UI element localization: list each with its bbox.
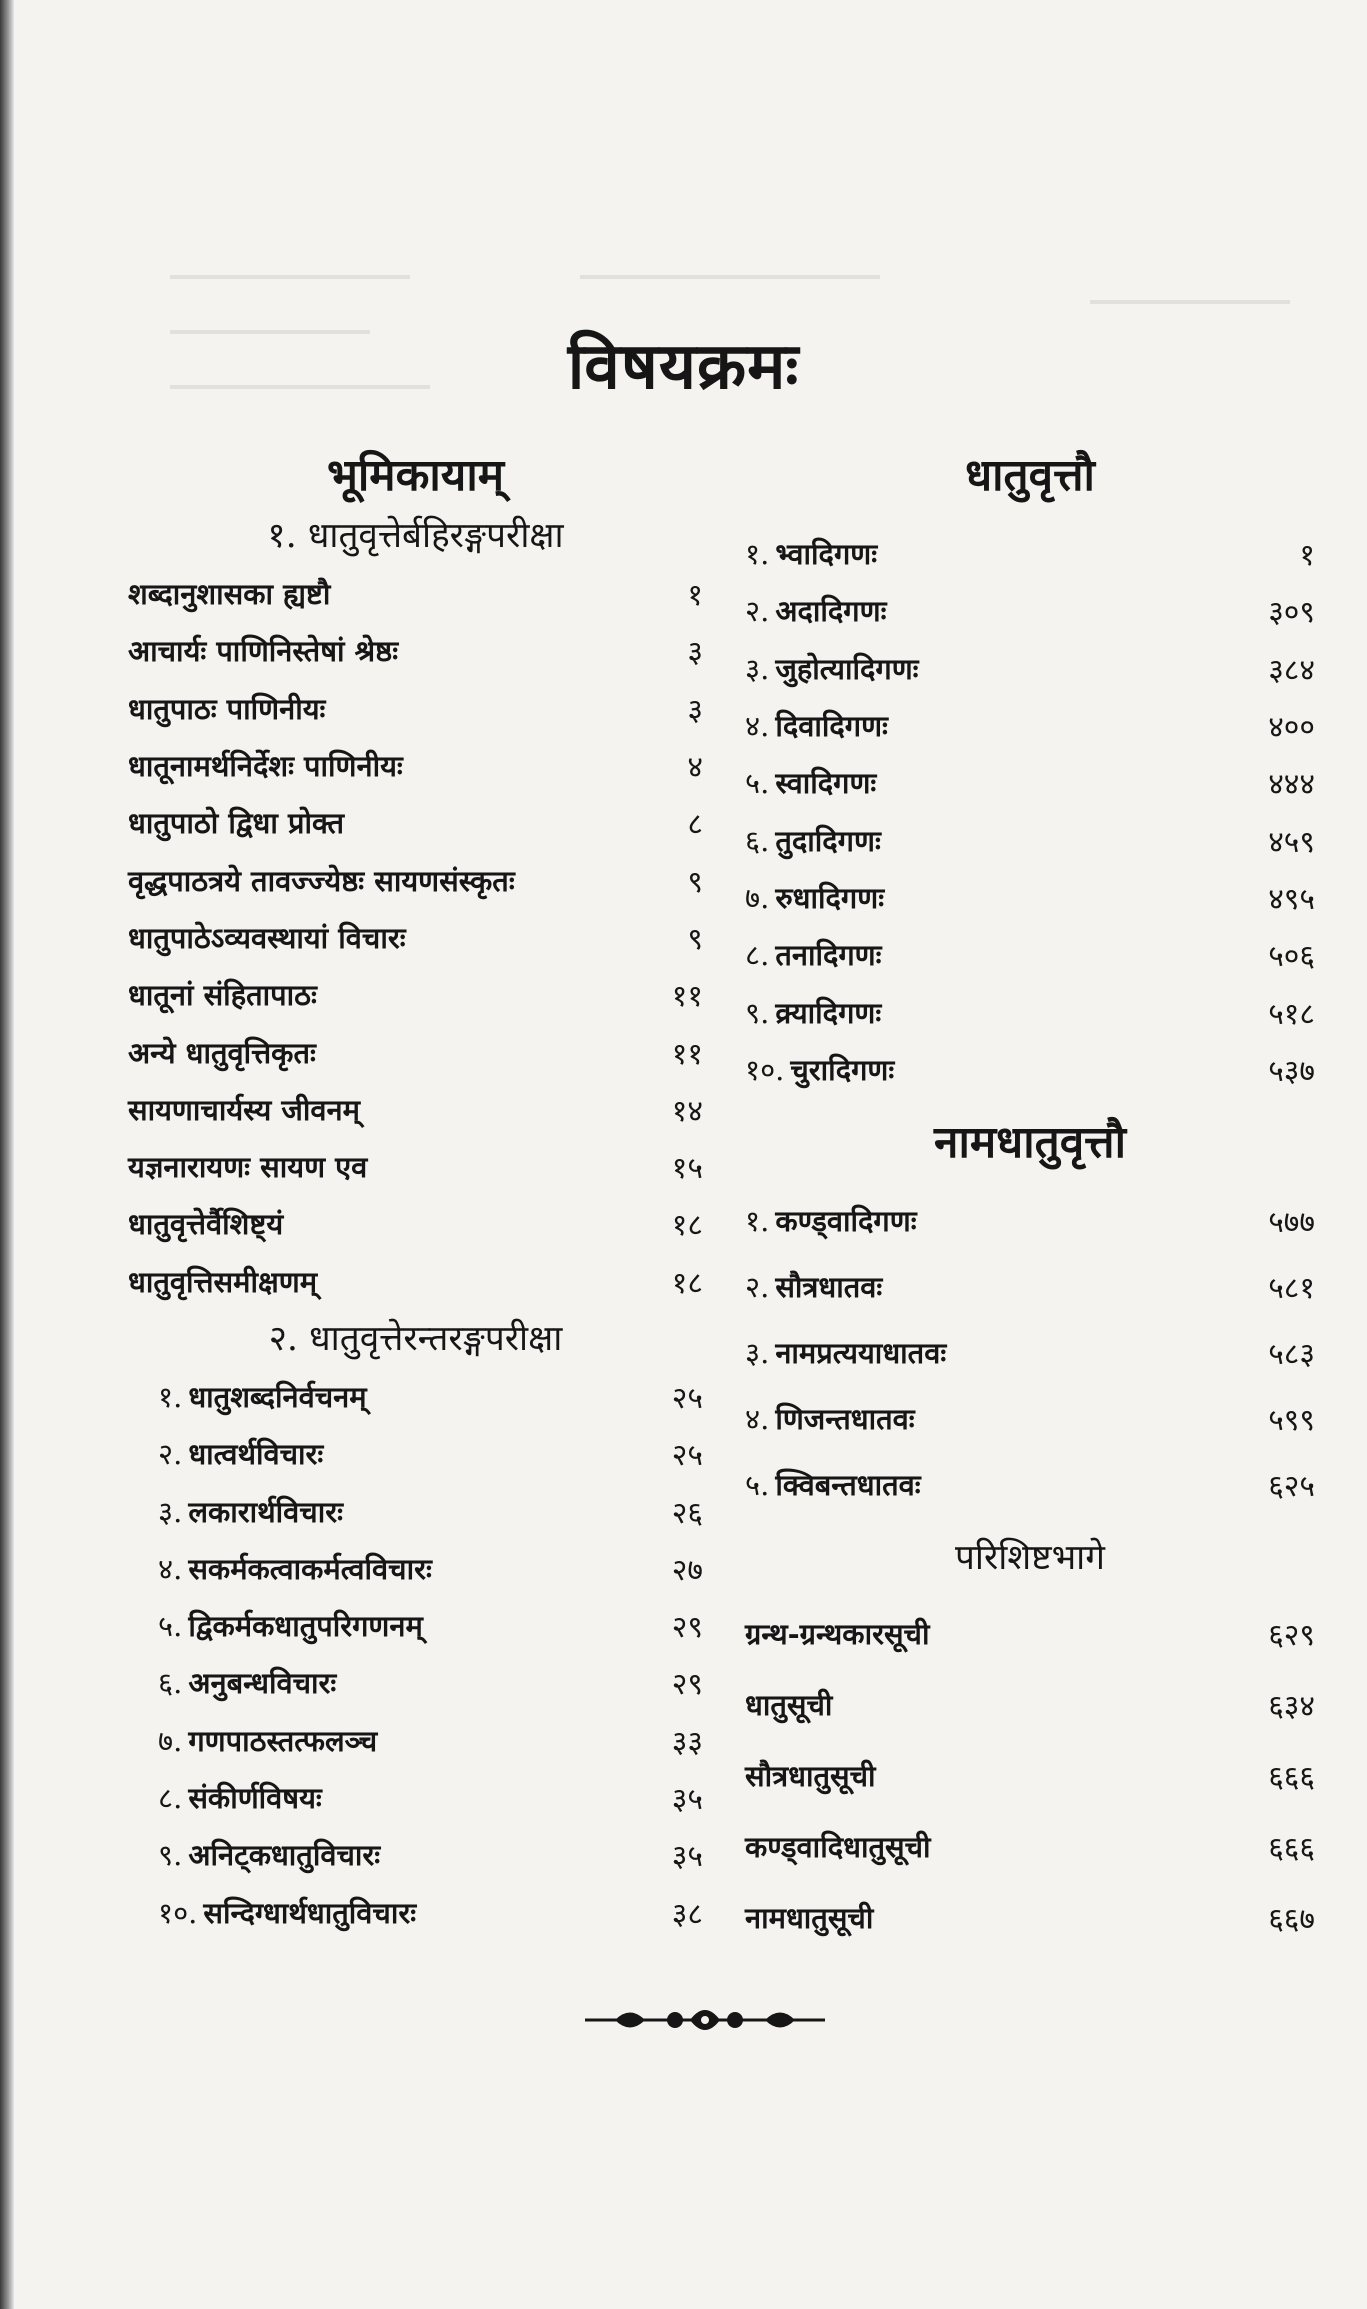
- toc-number: ६.: [158, 1666, 183, 1701]
- toc-page: ३: [687, 692, 703, 728]
- toc-number: ३.: [745, 1336, 770, 1371]
- toc-number: ९.: [158, 1838, 183, 1873]
- toc-label: लकारार्थविचारः: [188, 1494, 343, 1529]
- toc-row[interactable]: [128, 851, 703, 908]
- toc-label: धात्वर्थविचारः: [188, 1437, 324, 1472]
- toc-label: सौत्रधातुसूची: [745, 1758, 876, 1793]
- toc-page: ३८: [671, 1896, 703, 1932]
- toc-page: ६३४: [1268, 1688, 1315, 1724]
- toc-number: ६.: [745, 823, 770, 858]
- toc-label: धातुवृत्तिसमीक्षणम्: [128, 1264, 318, 1299]
- toc-number: ३.: [745, 651, 770, 686]
- toc-row[interactable]: [745, 1452, 1315, 1518]
- toc-label: द्विकर्मकधातुपरिगणनम्: [188, 1609, 423, 1644]
- toc-number: ७.: [158, 1723, 183, 1758]
- toc-page: ५७७: [1268, 1205, 1315, 1241]
- toc-row[interactable]: [745, 640, 1315, 697]
- toc-page: ६६६: [1268, 1830, 1315, 1866]
- toc-number: ९.: [745, 995, 770, 1030]
- toc-row[interactable]: [128, 1023, 703, 1080]
- toc-page: ९: [687, 921, 703, 957]
- toc-number: ५.: [745, 766, 770, 801]
- toc-row[interactable]: [128, 1253, 703, 1310]
- toc-label: धातुपाठो द्विधा प्रोक्त: [128, 806, 345, 841]
- toc-row[interactable]: [128, 1540, 703, 1597]
- toc-row[interactable]: [128, 1712, 703, 1769]
- toc-label: जुहोत्यादिगणः: [775, 651, 919, 686]
- toc-row[interactable]: [745, 811, 1315, 868]
- toc-number: २.: [158, 1437, 183, 1472]
- toc-page: ३५: [671, 1782, 703, 1818]
- toc-row[interactable]: [745, 754, 1315, 811]
- toc-page: १४: [671, 1093, 703, 1129]
- toc-label: संकीर्णविषयः: [188, 1781, 322, 1816]
- toc-page: ५३७: [1268, 1053, 1315, 1089]
- toc-label: अनुबन्धविचारः: [188, 1666, 337, 1701]
- bleed-through-line: [580, 275, 880, 279]
- toc-row[interactable]: [128, 1368, 703, 1425]
- toc-label: कण्ड्वादिगणः: [775, 1204, 917, 1239]
- toc-page: १: [687, 578, 703, 614]
- toc-row[interactable]: [128, 1884, 703, 1941]
- toc-page: ६६७: [1268, 1901, 1315, 1937]
- toc-page: ३८४: [1268, 652, 1315, 688]
- toc-row[interactable]: [745, 1386, 1315, 1452]
- toc-row[interactable]: [745, 1254, 1315, 1320]
- toc-label: स्वादिगणः: [775, 766, 877, 801]
- toc-page: १८: [671, 1265, 703, 1301]
- toc-number: १.: [158, 1380, 183, 1414]
- toc-row[interactable]: [745, 1740, 1315, 1811]
- toc-label: चुरादिगणः: [790, 1052, 895, 1087]
- toc-label: अदादिगणः: [775, 594, 887, 629]
- toc-number: १०.: [158, 1895, 198, 1930]
- toc-label: धातूनामर्थनिर्देशः पाणिनीयः: [128, 749, 403, 784]
- toc-number: १०.: [745, 1052, 785, 1087]
- toc-label: ग्रन्थ-ग्रन्थकारसूची: [745, 1616, 930, 1651]
- bleed-through-line: [1090, 300, 1290, 304]
- toc-number: १.: [745, 1204, 770, 1239]
- toc-row[interactable]: [745, 1598, 1315, 1669]
- toc-label: सकर्मकत्वाकर्मत्वविचारः: [188, 1551, 432, 1586]
- toc-page: ४४४: [1268, 767, 1315, 803]
- bhumika-heading: भूमिकायाम्: [326, 450, 505, 501]
- toc-page: ८: [687, 807, 703, 843]
- toc-row[interactable]: [128, 565, 703, 622]
- toc-page: १: [1299, 538, 1315, 574]
- toc-page: २९: [671, 1667, 703, 1703]
- toc-row[interactable]: [745, 1041, 1315, 1098]
- toc-row[interactable]: [128, 1138, 703, 1195]
- toc-number: २.: [745, 594, 770, 629]
- toc-label: नामधातुसूची: [745, 1900, 874, 1935]
- toc-row[interactable]: [128, 680, 703, 737]
- toc-number: १.: [745, 537, 770, 572]
- toc-label: धातुवृत्तेर्वैशिष्ट्यं: [128, 1207, 284, 1242]
- toc-number: ८.: [745, 938, 770, 973]
- toc-page: ५८१: [1268, 1271, 1315, 1307]
- toc-page: २५: [671, 1438, 703, 1474]
- toc-label: धातुपाठः पाणिनीयः: [128, 691, 326, 726]
- toc-number: ७.: [745, 880, 770, 915]
- toc-page: ४९५: [1268, 881, 1315, 917]
- toc-number: ८.: [158, 1781, 183, 1816]
- naamadhatu-heading: नामधातुवृत्तौ: [934, 1116, 1126, 1168]
- toc-page: ६२५: [1268, 1469, 1315, 1505]
- toc-label: धातूनां संहितापाठः: [128, 978, 317, 1013]
- toc-label: नामप्रत्ययाधातवः: [775, 1336, 947, 1371]
- toc-label: क्विबन्तधातवः: [775, 1468, 921, 1503]
- toc-label: अनिट्कधातुविचारः: [188, 1838, 381, 1873]
- toc-page: ४५९: [1268, 824, 1315, 860]
- toc-label: भ्वादिगणः: [775, 537, 878, 572]
- toc-number: ५.: [745, 1468, 770, 1503]
- toc-row[interactable]: [128, 1081, 703, 1138]
- toc-row[interactable]: [745, 1811, 1315, 1882]
- toc-page: ४००: [1268, 710, 1315, 746]
- toc-label: तुदादिगणः: [775, 823, 881, 858]
- toc-page: ९: [687, 864, 703, 900]
- toc-page: ११: [671, 1036, 703, 1072]
- toc-label: सौत्रधातवः: [775, 1270, 883, 1305]
- toc-row[interactable]: [128, 794, 703, 851]
- toc-row[interactable]: [128, 1826, 703, 1883]
- toc-label: आचार्यः पाणिनिस्तेषां श्रेष्ठः: [128, 634, 399, 669]
- toc-label: अन्ये धातुवृत्तिकृतः: [128, 1035, 316, 1070]
- toc-row[interactable]: [128, 1597, 703, 1654]
- toc-label: शब्दानुशासका ह्यष्टौ: [128, 577, 331, 612]
- toc-row[interactable]: [745, 1320, 1315, 1386]
- toc-page: ३: [687, 635, 703, 671]
- toc-row[interactable]: [745, 525, 1315, 582]
- toc-page: २९: [671, 1610, 703, 1646]
- toc-row[interactable]: [128, 1769, 703, 1826]
- toc-number: २.: [745, 1270, 770, 1305]
- toc-row[interactable]: [128, 1425, 703, 1482]
- toc-page: ३३: [671, 1724, 703, 1760]
- toc-page: ६६६: [1268, 1759, 1315, 1795]
- toc-row[interactable]: [745, 1188, 1315, 1254]
- toc-number: ४.: [745, 709, 770, 744]
- right-column: [745, 445, 1315, 1953]
- toc-label: रुधादिगणः: [775, 880, 885, 915]
- section2-heading: २. धातुवृत्तेरन्तरङ्गपरीक्षा: [268, 1318, 563, 1359]
- toc-row[interactable]: [128, 909, 703, 966]
- toc-page: ६२९: [1268, 1617, 1315, 1653]
- toc-page: ५०६: [1268, 939, 1315, 975]
- toc-label: यज्ञनारायणः सायण एव: [128, 1150, 368, 1185]
- toc-label: वृद्धपाठत्रये तावज्ज्येष्ठः सायणसंस्कृतः: [128, 863, 515, 898]
- bleed-through-line: [170, 275, 410, 279]
- toc-label: क्र्यादिगणः: [775, 995, 882, 1030]
- toc-page: ५९९: [1268, 1403, 1315, 1439]
- toc-row[interactable]: [745, 1669, 1315, 1740]
- toc-label: धातुशब्दनिर्वचनम्: [188, 1380, 367, 1414]
- toc-page: २६: [671, 1495, 703, 1531]
- toc-label: धातुपाठेऽव्यवस्थायां विचारः: [128, 920, 406, 955]
- toc-number: ४.: [745, 1402, 770, 1437]
- toc-row[interactable]: [745, 926, 1315, 983]
- toc-page: १८: [671, 1208, 703, 1244]
- toc-page: ५१८: [1268, 996, 1315, 1032]
- toc-row[interactable]: [745, 983, 1315, 1040]
- toc-number: ३.: [158, 1494, 183, 1529]
- toc-label: तनादिगणः: [775, 938, 882, 973]
- decorative-ornament-icon: [585, 2000, 825, 2040]
- toc-number: ५.: [158, 1609, 183, 1644]
- toc-number: ४.: [158, 1551, 183, 1586]
- toc-row[interactable]: [128, 622, 703, 679]
- toc-row[interactable]: [745, 1882, 1315, 1953]
- dhatuvritti-heading: धातुवृत्तौ: [965, 450, 1095, 501]
- toc-row[interactable]: [128, 966, 703, 1023]
- toc-label: धातुसूची: [745, 1687, 833, 1722]
- toc-row[interactable]: [128, 1654, 703, 1711]
- page-title: विषयक्रमः: [567, 329, 800, 404]
- toc-page: १५: [671, 1151, 703, 1187]
- toc-page: ५८३: [1268, 1337, 1315, 1373]
- toc-page: २७: [671, 1552, 703, 1588]
- toc-page: ४: [687, 750, 703, 786]
- toc-row[interactable]: [745, 869, 1315, 926]
- toc-page: ३०९: [1268, 595, 1315, 631]
- toc-label: कण्ड्वादिधातुसूची: [745, 1829, 931, 1864]
- toc-row[interactable]: [745, 582, 1315, 639]
- toc-page: ३५: [671, 1839, 703, 1875]
- toc-page: २५: [671, 1381, 703, 1416]
- toc-row[interactable]: [745, 697, 1315, 754]
- toc-label: गणपाठस्तत्फलञ्च: [188, 1723, 378, 1758]
- toc-row[interactable]: [128, 1482, 703, 1539]
- toc-label: सायणाचार्यस्य जीवनम्: [128, 1092, 360, 1127]
- toc-label: णिजन्तधातवः: [775, 1402, 915, 1437]
- parishishta-heading: परिशिष्टभागे: [955, 1537, 1105, 1578]
- toc-label: दिवादिगणः: [775, 709, 888, 744]
- toc-page: ११: [671, 979, 703, 1015]
- toc-row[interactable]: [128, 1195, 703, 1252]
- toc-label: सन्दिग्धार्थधातुविचारः: [203, 1895, 417, 1930]
- toc-row[interactable]: [128, 737, 703, 794]
- section1-heading: १. धातुवृत्तेर्बहिरङ्गपरीक्षा: [267, 516, 564, 556]
- left-column: [128, 445, 703, 1941]
